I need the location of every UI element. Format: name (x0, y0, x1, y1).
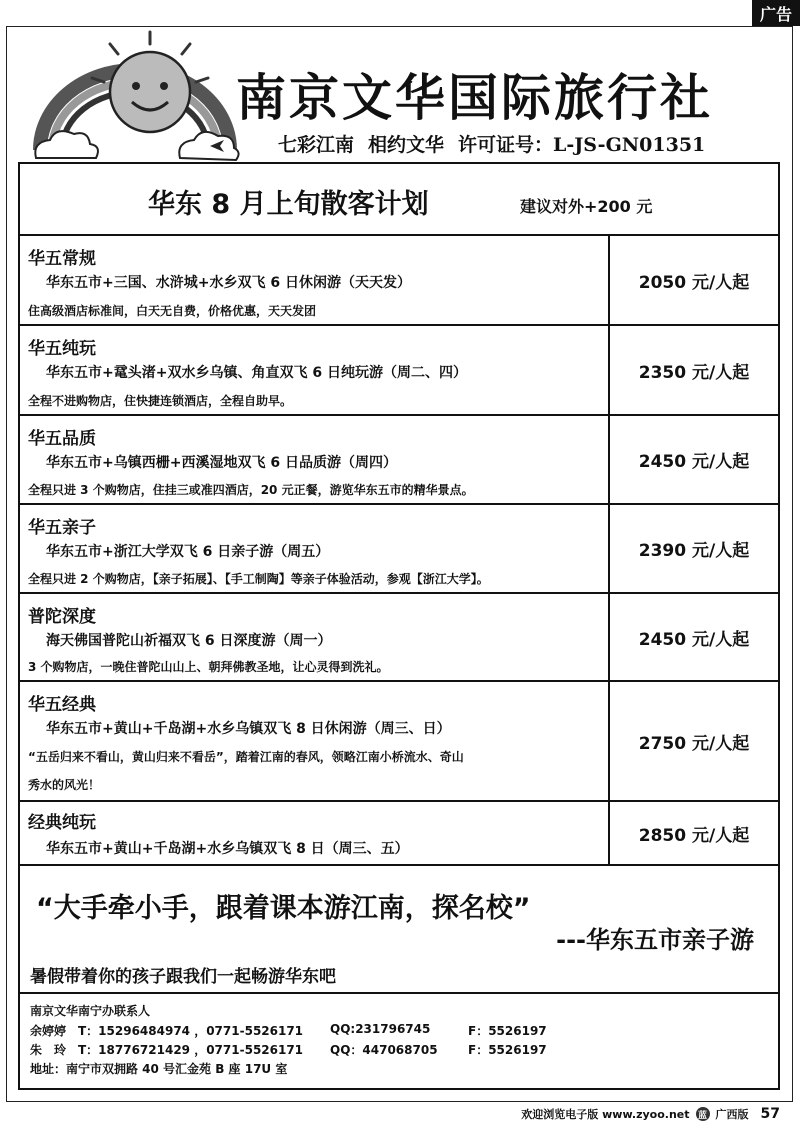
contact-qq[interactable]: QQ：447068705 (330, 1043, 438, 1057)
slogan-subtitle: ---华东五市亲子游 (556, 926, 754, 954)
route-info (20, 594, 610, 680)
route-line: 华东五市+黄山+千岛湖+水乡乌镇双飞 8 日休闲游（周三、日） (46, 721, 451, 737)
contact-qq[interactable]: QQ:231796745 (330, 1022, 431, 1036)
route-info (20, 326, 610, 414)
route-item (20, 802, 778, 866)
route-list (20, 236, 778, 866)
route-item (20, 326, 778, 416)
route-name: 华五经典 (28, 695, 96, 715)
route-item (20, 416, 778, 505)
license-number: 许可证号：L-JS-GN01351 (458, 134, 706, 156)
plan-header (20, 164, 778, 236)
contact-name: 余婷婷 (30, 1024, 67, 1038)
route-item (20, 682, 778, 802)
page-number: 57 (760, 1106, 780, 1122)
slogan-a: 七彩江南 (278, 134, 355, 156)
route-line: 华东五市+黄山+千岛湖+水乡乌镇双飞 8 日（周三、五） (46, 841, 409, 857)
page-footer (521, 1106, 780, 1122)
route-name: 华五常规 (28, 249, 96, 269)
plan-note: 建议对外+200 元 (520, 197, 653, 216)
route-item (20, 236, 778, 326)
route-line: 华东五市+浙江大学双飞 6 日亲子游（周五） (46, 544, 330, 560)
route-line: 海天佛国普陀山祈福双飞 6 日深度游（周一） (46, 633, 332, 649)
route-price: 2350 元/人起 (638, 362, 750, 383)
route-desc: 3 个购物店，一晚住普陀山山上、朝拜佛教圣地，让心灵得到洗礼。 (28, 660, 389, 674)
route-line: 华东五市+三国、水浒城+水乡双飞 6 日休闲游（天天发） (46, 275, 411, 291)
header-subline (278, 130, 705, 157)
contact-fax: F：5526197 (468, 1024, 547, 1038)
route-info (20, 802, 610, 864)
contact-fax: F：5526197 (468, 1043, 547, 1057)
slogan-box (20, 866, 778, 994)
route-info (20, 416, 610, 503)
route-price: 2050 元/人起 (638, 272, 750, 293)
route-desc: “五岳归来不看山，黄山归来不看岳”，踏着江南的春风，领略江南小桥流水、奇山 (28, 750, 464, 764)
slogan-quote: “大手牵小手，跟着课本游江南，探名校” (36, 893, 531, 924)
route-price: 2390 元/人起 (638, 541, 750, 561)
route-price: 2750 元/人起 (638, 733, 750, 754)
contact-name: 朱 玲 (30, 1043, 67, 1057)
contact-title: 南京文华南宁办联系人 (30, 1004, 151, 1018)
route-line: 华东五市+乌镇西栅+西溪湿地双飞 6 日品质游（周四） (46, 455, 397, 471)
route-price: 2850 元/人起 (638, 825, 750, 846)
route-line: 华东五市+鼋头渚+双水乡乌镇、角直双飞 6 日纯玩游（周二、四） (46, 365, 467, 381)
contact-address: 地址：南宁市双拥路 40 号汇金苑 B 座 17U 室 (30, 1062, 288, 1076)
slogan-tagline: 暑假带着你的孩子跟我们一起畅游华东吧 (30, 967, 336, 987)
footer-site[interactable]: 欢迎浏览电子版 www.zyoo.net (521, 1108, 690, 1121)
main-box (18, 162, 780, 1090)
footer-edition: 广西版 (715, 1108, 749, 1121)
route-name: 经典纯玩 (28, 813, 96, 833)
slogan-b: 相约文华 (368, 134, 445, 156)
contact-phone[interactable]: T：15296484974 ，0771-5526171 (78, 1024, 304, 1038)
route-info (20, 505, 610, 592)
route-price: 2450 元/人起 (638, 452, 750, 472)
ad-tag: 广告 (752, 0, 800, 26)
route-desc: 住高级酒店标准间，白天无自费，价格优惠，天天发团 (28, 304, 317, 318)
edition-badge-icon: 蓝 (696, 1107, 710, 1121)
sun-rainbow-logo (30, 30, 240, 170)
route-desc: 全程只进 2 个购物店，【亲子拓展】、【手工制陶】等亲子体验活动，参观【浙江大学】。 (28, 572, 489, 586)
route-desc: 全程只进 3 个购物店，住挂三或准四酒店，20 元正餐，游览华东五市的精华景点。 (28, 483, 474, 497)
route-item (20, 505, 778, 594)
route-info (20, 236, 610, 324)
plan-title: 华东 8 月上旬散客计划 (148, 189, 429, 220)
route-info (20, 682, 610, 800)
route-name: 普陀深度 (28, 607, 96, 627)
route-desc: 秀水的风光！ (28, 778, 101, 792)
contact-phone[interactable]: T：18776721429 ，0771-5526171 (78, 1043, 304, 1057)
route-name: 华五品质 (28, 429, 96, 449)
route-name: 华五亲子 (28, 518, 96, 538)
route-item (20, 594, 778, 682)
route-name: 华五纯玩 (28, 339, 96, 359)
route-price: 2450 元/人起 (638, 629, 750, 650)
company-name: 南京文华国际旅行社 (236, 69, 713, 127)
route-desc: 全程不进购物店，住快捷连锁酒店，全程自助早。 (28, 394, 293, 408)
